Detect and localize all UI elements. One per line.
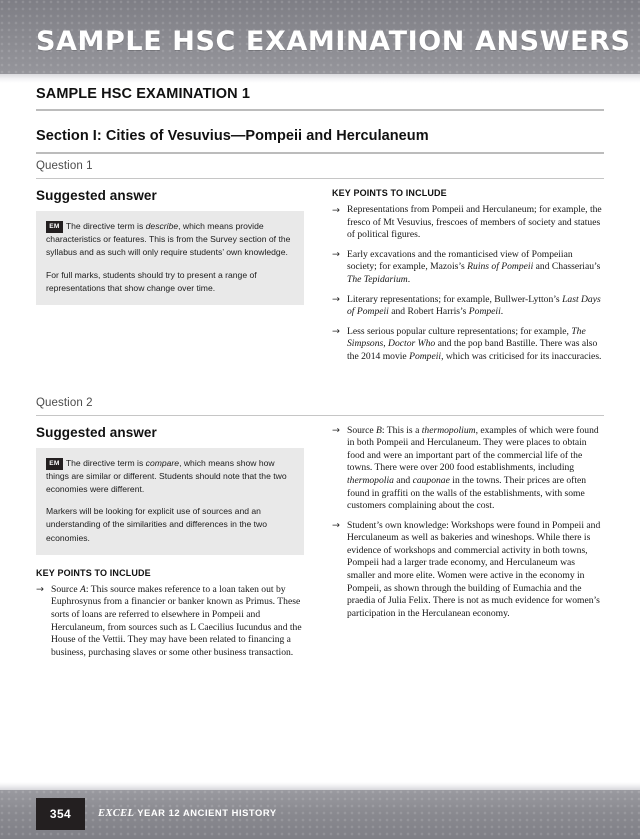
- arrow-bullet-icon: →: [332, 520, 340, 532]
- question-2-answer-heading: Suggested answer: [36, 424, 157, 440]
- page-banner: [0, 0, 640, 74]
- key-point-item: [36, 584, 304, 660]
- key-point-item: [332, 204, 604, 242]
- footer-fade: [0, 782, 640, 790]
- footer-brand: EXCEL: [98, 808, 135, 819]
- question-2-infobox-paragraph-2: Markers will be looking for explicit use of sources and an understanding of the similarities and differences in the two economies.: [46, 506, 268, 543]
- exam-title-rule: [36, 109, 604, 111]
- question-1-right-column: [332, 188, 604, 364]
- question-2-rule: [36, 415, 604, 416]
- arrow-bullet-icon: →: [332, 294, 340, 306]
- question-1-left-column: [36, 188, 304, 364]
- infobox-directive-term: compare: [145, 457, 180, 468]
- arrow-bullet-icon: →: [332, 326, 340, 338]
- question-2-right-column: [332, 425, 604, 660]
- question-1-rule: [36, 178, 604, 179]
- question-1-columns: [36, 188, 604, 364]
- question-1-key-points-list: [332, 204, 604, 364]
- em-badge: EM: [46, 221, 63, 233]
- key-point-text: Early excavations and the romanticised view of Pompeiian society; for example, Mazois’s Ruins of Pompeii and Chasseriau’s The Tepidarium.: [347, 248, 601, 285]
- key-point-item: [332, 326, 604, 364]
- footer-book-title: YEAR 12 ANCIENT HISTORY: [137, 807, 277, 818]
- question-1-key-points-heading: KEY POINTS TO INCLUDE: [332, 188, 447, 198]
- infobox-text-post: , which means provide characteristics or features. This is from the Survey section of the syllabus and as such will only require students’ own knowledge.: [46, 221, 291, 258]
- exam-title: SAMPLE HSC EXAMINATION 1: [36, 86, 251, 102]
- key-point-text: Source A: This source makes reference to a loan taken out by Euphrosynus from a financier or banker known as Primus. These sorts of loans are referred to elsewhere in Pompeii and Herculaneum, from sources such as L Caecilius Iucundus and the House of the Vettii. They may have been related to financing a business, purchasing slaves or some other business transaction.: [51, 583, 302, 658]
- infobox-directive-term: describe: [145, 221, 179, 231]
- question-2-infobox-paragraph-1: [46, 457, 294, 497]
- arrow-bullet-icon: →: [36, 584, 44, 596]
- key-point-item: [332, 425, 604, 513]
- key-point-text: Less serious popular culture representations; for example, The Simpsons, Doctor Who and the pop band Bastille. There was also the 2014 movie Pompeii, which was criticised for its inaccuracies.: [347, 325, 602, 362]
- key-point-item: [332, 520, 604, 621]
- section-title: Section I: Cities of Vesuvius—Pompeii and Herculaneum: [36, 128, 429, 144]
- infobox-text-post: , which means show how things are similar or different. Students should note that the two economies were different.: [46, 457, 287, 494]
- question-2-columns: [36, 425, 604, 660]
- question-1-infobox: [36, 211, 304, 305]
- page-number: 354: [36, 798, 85, 830]
- banner-fade: [0, 74, 640, 83]
- question-1-label: Question 1: [36, 160, 93, 172]
- question-2-left-key-points: [36, 568, 304, 660]
- key-point-text: Source B: This is a thermopolium, examples of which were found in both Pompeii and Herculaneum. They were places to obtain food and were an important part of the commercial life of the towns. There were over 200 food establishments, including thermopolia and cauponae in the towns. Their prices are often found in graffiti on the walls of the establishments, with some customers complaining about the cost.: [347, 424, 599, 512]
- key-point-item: [332, 294, 604, 319]
- em-badge: EM: [46, 458, 63, 470]
- key-point-text: Student’s own knowledge: Workshops were found in Pompeii and Herculaneum as well as bakeries and wineshops. While there is evidence of workshops and commercial activity in both towns, Pompeii had a larger trade economy, and Herculaneum was smaller and more elite. Women were active in the economy in Pompeii, as shown through the building of Eumachia and the praedia of Julia Felix. There is not as much evidence for women’s participation in the Herculanean economy.: [347, 519, 601, 619]
- question-1-answer-heading: Suggested answer: [36, 188, 157, 203]
- arrow-bullet-icon: →: [332, 204, 340, 216]
- infobox-text-pre: The directive term is: [65, 457, 146, 468]
- page-footer: [0, 790, 640, 839]
- arrow-bullet-icon: →: [332, 249, 340, 261]
- question-2-key-points-heading: KEY POINTS TO INCLUDE: [36, 567, 151, 578]
- question-2-infobox: [36, 448, 304, 555]
- question-2-key-points-list-left: [36, 584, 304, 660]
- infobox-text-pre: The directive term is: [65, 221, 146, 231]
- question-2-left-column: [36, 425, 304, 660]
- column-gap: [304, 425, 332, 660]
- banner-title: SAMPLE HSC EXAMINATION ANSWERS: [36, 26, 631, 57]
- key-point-text: Literary representations; for example, Bullwer-Lytton’s Last Days of Pompeii and Robert Harris’s Pompeii.: [347, 293, 601, 318]
- footer-title: [98, 807, 277, 819]
- page-content: [36, 86, 604, 659]
- question-1-infobox-paragraph-1: [46, 220, 294, 260]
- arrow-bullet-icon: →: [332, 425, 340, 437]
- key-point-text: Representations from Pompeii and Herculaneum; for example, the fresco of Mt Vesuvius, frescoes of members of society and statues of political figures.: [347, 204, 602, 241]
- question-2-key-points-list-right: [332, 425, 604, 621]
- question-2-block: [36, 391, 604, 660]
- column-gap: [304, 188, 332, 364]
- question-1-infobox-paragraph-2: For full marks, students should try to present a range of representations that show change over time.: [46, 269, 257, 293]
- question-2-label: Question 2: [36, 396, 93, 409]
- key-point-item: [332, 249, 604, 287]
